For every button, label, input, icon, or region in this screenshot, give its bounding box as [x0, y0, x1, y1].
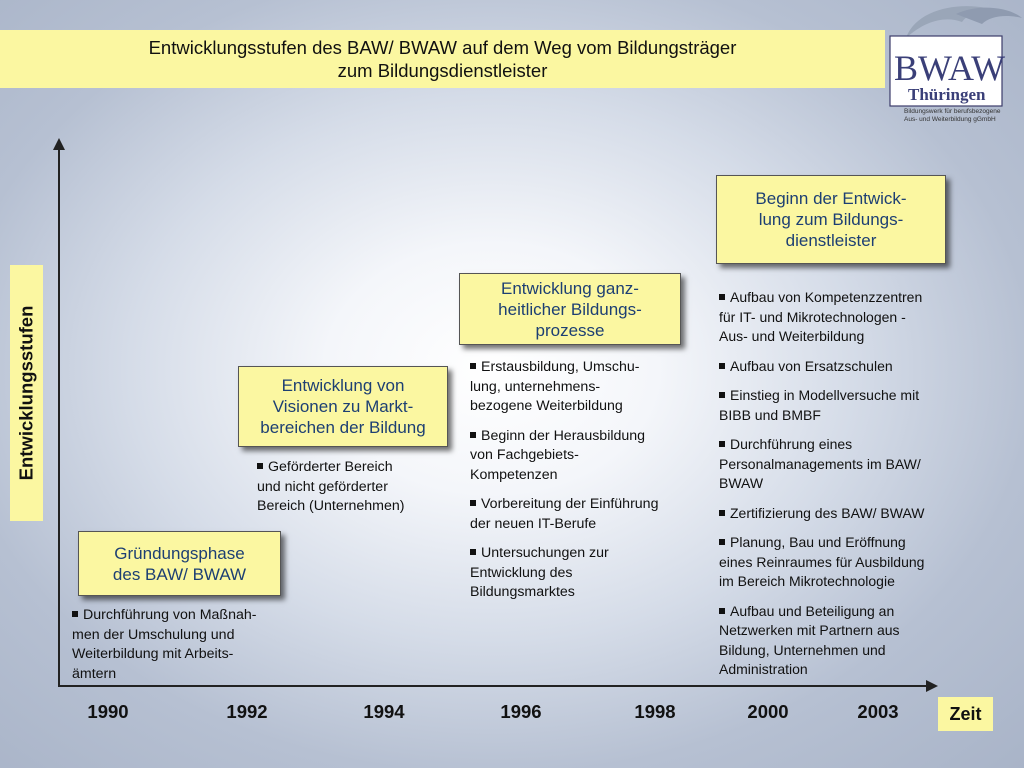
bullet-square-icon	[72, 611, 78, 617]
bullet-text: Durchführung eines Personalmanagements im BAW/ BWAW	[719, 436, 921, 491]
stage-title-line: Entwicklung von	[281, 376, 405, 395]
y-axis	[58, 148, 60, 686]
bullet-text: Vorbereitung der Einführung der neuen IT-Berufe	[470, 496, 659, 532]
stage-title-line: des BAW/ BWAW	[112, 564, 247, 584]
stage-title-line: Entwicklung ganz-	[501, 278, 639, 298]
bullet-item	[72, 606, 302, 684]
stage-title-line: Visionen zu Markt-	[272, 397, 414, 416]
bullet-text: Planung, Bau und Eröffnung eines Reinraumes für Ausbildung im Bereich Mikrotechnologie	[719, 534, 925, 589]
bullet-square-icon	[719, 510, 725, 516]
svg-text:BWAW: BWAW	[894, 48, 1006, 88]
bullet-text: Aufbau von Kompetenzzentren für IT- und Mikrotechnologen - Aus- und Weiterbildung	[719, 289, 923, 344]
logo-subtitle-line-2: Aus- und Weiterbildung gGmbH	[904, 116, 996, 123]
bullet-text: Einstieg in Modellversuche mit BIBB und BMBF	[719, 387, 920, 423]
bullet-square-icon	[719, 363, 725, 369]
logo-subtitle-line-1: Bildungswerk für berufsbezogene	[904, 108, 1001, 115]
bullet-item	[719, 386, 989, 425]
title-line-2: zum Bildungsdienstleister	[337, 60, 548, 81]
stage-box-founding	[78, 531, 281, 596]
bullet-item	[719, 435, 989, 494]
bullet-item	[470, 358, 705, 417]
year-label: 1992	[226, 701, 268, 722]
year-label: 1990	[87, 701, 129, 722]
y-axis-label-text: Entwicklungsstufen	[15, 305, 37, 481]
stage-title-line: Beginn der Entwick-	[755, 189, 907, 208]
stage-bullets-founding	[72, 606, 302, 684]
svg-text:Thüringen: Thüringen	[908, 85, 986, 104]
bullet-text: Aufbau von Ersatzschulen	[730, 357, 893, 374]
stage-title-line: lung zum Bildungs-	[758, 210, 904, 229]
stage-box-holistic	[459, 273, 681, 345]
x-axis-arrow	[926, 680, 938, 692]
bullet-item	[470, 544, 705, 603]
y-axis-label	[10, 265, 43, 521]
bullet-text: Durchführung von Maßnah- men der Umschulung und Weiterbildung mit Arbeits- ämtern	[72, 607, 257, 682]
bullet-text: Aufbau und Beteiligung an Netzwerken mit Partnern aus Bildung, Unternehmen und Administration	[719, 602, 900, 677]
title-line-1: Entwicklungsstufen des BAW/ BWAW auf dem Weg vom Bildungsträger	[148, 37, 737, 58]
year-label: 1998	[634, 701, 676, 722]
stage-box-service-provider	[716, 175, 946, 264]
stage-title-line: prozesse	[535, 320, 605, 340]
bullet-text: Zertifizierung des BAW/ BWAW	[730, 504, 925, 521]
bullet-square-icon	[719, 392, 725, 398]
year-label: 2003	[857, 701, 899, 722]
bullet-text: Untersuchungen zur Entwicklung des Bildungsmarktes	[470, 545, 609, 600]
bullet-item	[719, 504, 989, 524]
stage-title-line: dienstleister	[785, 231, 877, 250]
bullet-square-icon	[719, 539, 725, 545]
page-title	[0, 30, 885, 88]
bullet-square-icon	[719, 441, 725, 447]
stage-box-visions	[238, 366, 448, 447]
bullet-item	[257, 458, 447, 517]
stage-title-line: bereichen der Bildung	[260, 418, 426, 437]
year-label: 2000	[747, 701, 789, 722]
bullet-item	[719, 533, 989, 592]
x-axis	[58, 685, 928, 687]
stage-bullets-holistic	[470, 358, 705, 603]
bullet-item	[719, 357, 989, 377]
bullet-text: Erstausbildung, Umschu- lung, unternehmens- bezogene Weiterbildung	[470, 359, 640, 414]
bullet-square-icon	[470, 432, 476, 438]
bullet-item	[470, 427, 705, 486]
year-label: 1996	[500, 701, 542, 722]
bullet-item	[719, 602, 989, 680]
bullet-text: Geförderter Bereich und nicht geförderter Bereich (Unternehmen)	[257, 459, 405, 514]
logo-subtitle	[904, 108, 1024, 124]
x-axis-label: Zeit	[938, 697, 993, 731]
stage-title-line: Gründungsphase	[114, 543, 245, 563]
bullet-text: Beginn der Herausbildung von Fachgebiets- Kompetenzen	[470, 427, 646, 483]
bwaw-logo	[886, 0, 1024, 140]
bullet-square-icon	[719, 608, 725, 614]
bullet-item	[470, 495, 705, 534]
bullet-square-icon	[257, 463, 263, 469]
year-label: 1994	[363, 701, 405, 722]
bullet-square-icon	[470, 549, 476, 555]
bullet-item	[719, 288, 989, 347]
stage-bullets-service-provider	[719, 288, 989, 680]
stage-bullets-visions	[257, 458, 447, 517]
y-axis-arrow	[53, 138, 65, 150]
bullet-square-icon	[470, 363, 476, 369]
bullet-square-icon	[719, 294, 725, 300]
bullet-square-icon	[470, 500, 476, 506]
stage-title-line: heitlicher Bildungs-	[498, 299, 642, 319]
